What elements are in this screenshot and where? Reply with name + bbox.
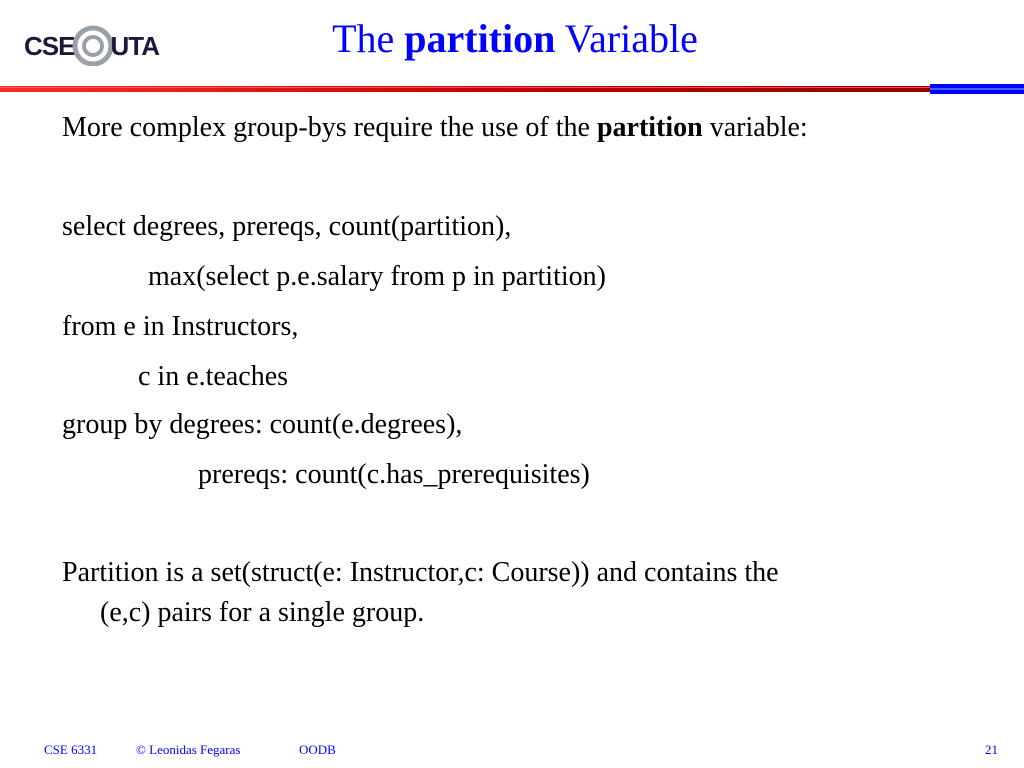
intro-prefix: More complex group-bys require the use of the [62,112,590,143]
code-line: from e in Instructors, [62,311,299,342]
intro-bold-word: partition [596,112,703,143]
title-prefix: The [332,16,395,61]
note-line: (e,c) pairs for a single group. [100,597,425,628]
svg-text:CSE: CSE [24,31,75,61]
page-number: 21 [985,742,998,757]
code-line: select degrees, prereqs, count(partition), [62,211,512,242]
svg-text:ATU: ATU [111,31,160,61]
footer-course: CSE 6331 [44,742,98,757]
intro-paragraph [62,111,808,145]
footer-topic: OODB [299,742,336,757]
code-line: max(select p.e.salary from p in partition) [148,261,606,292]
code-line: c in e.teaches [138,361,289,392]
title-suffix: Variable [564,16,698,61]
note-line: Partition is a set(struct(e: Instructor,c: Course)) and contains the [62,557,779,588]
footer-author: © Leonidas Fegaras [136,742,241,757]
code-line: group by degrees: count(e.degrees), [62,409,463,440]
title-bold-word: partition [404,16,556,61]
intro-suffix: variable: [709,112,808,143]
code-line: prereqs: count(c.has_prerequisites) [198,459,590,490]
slide-title [0,14,1024,64]
title-divider [0,84,1024,94]
